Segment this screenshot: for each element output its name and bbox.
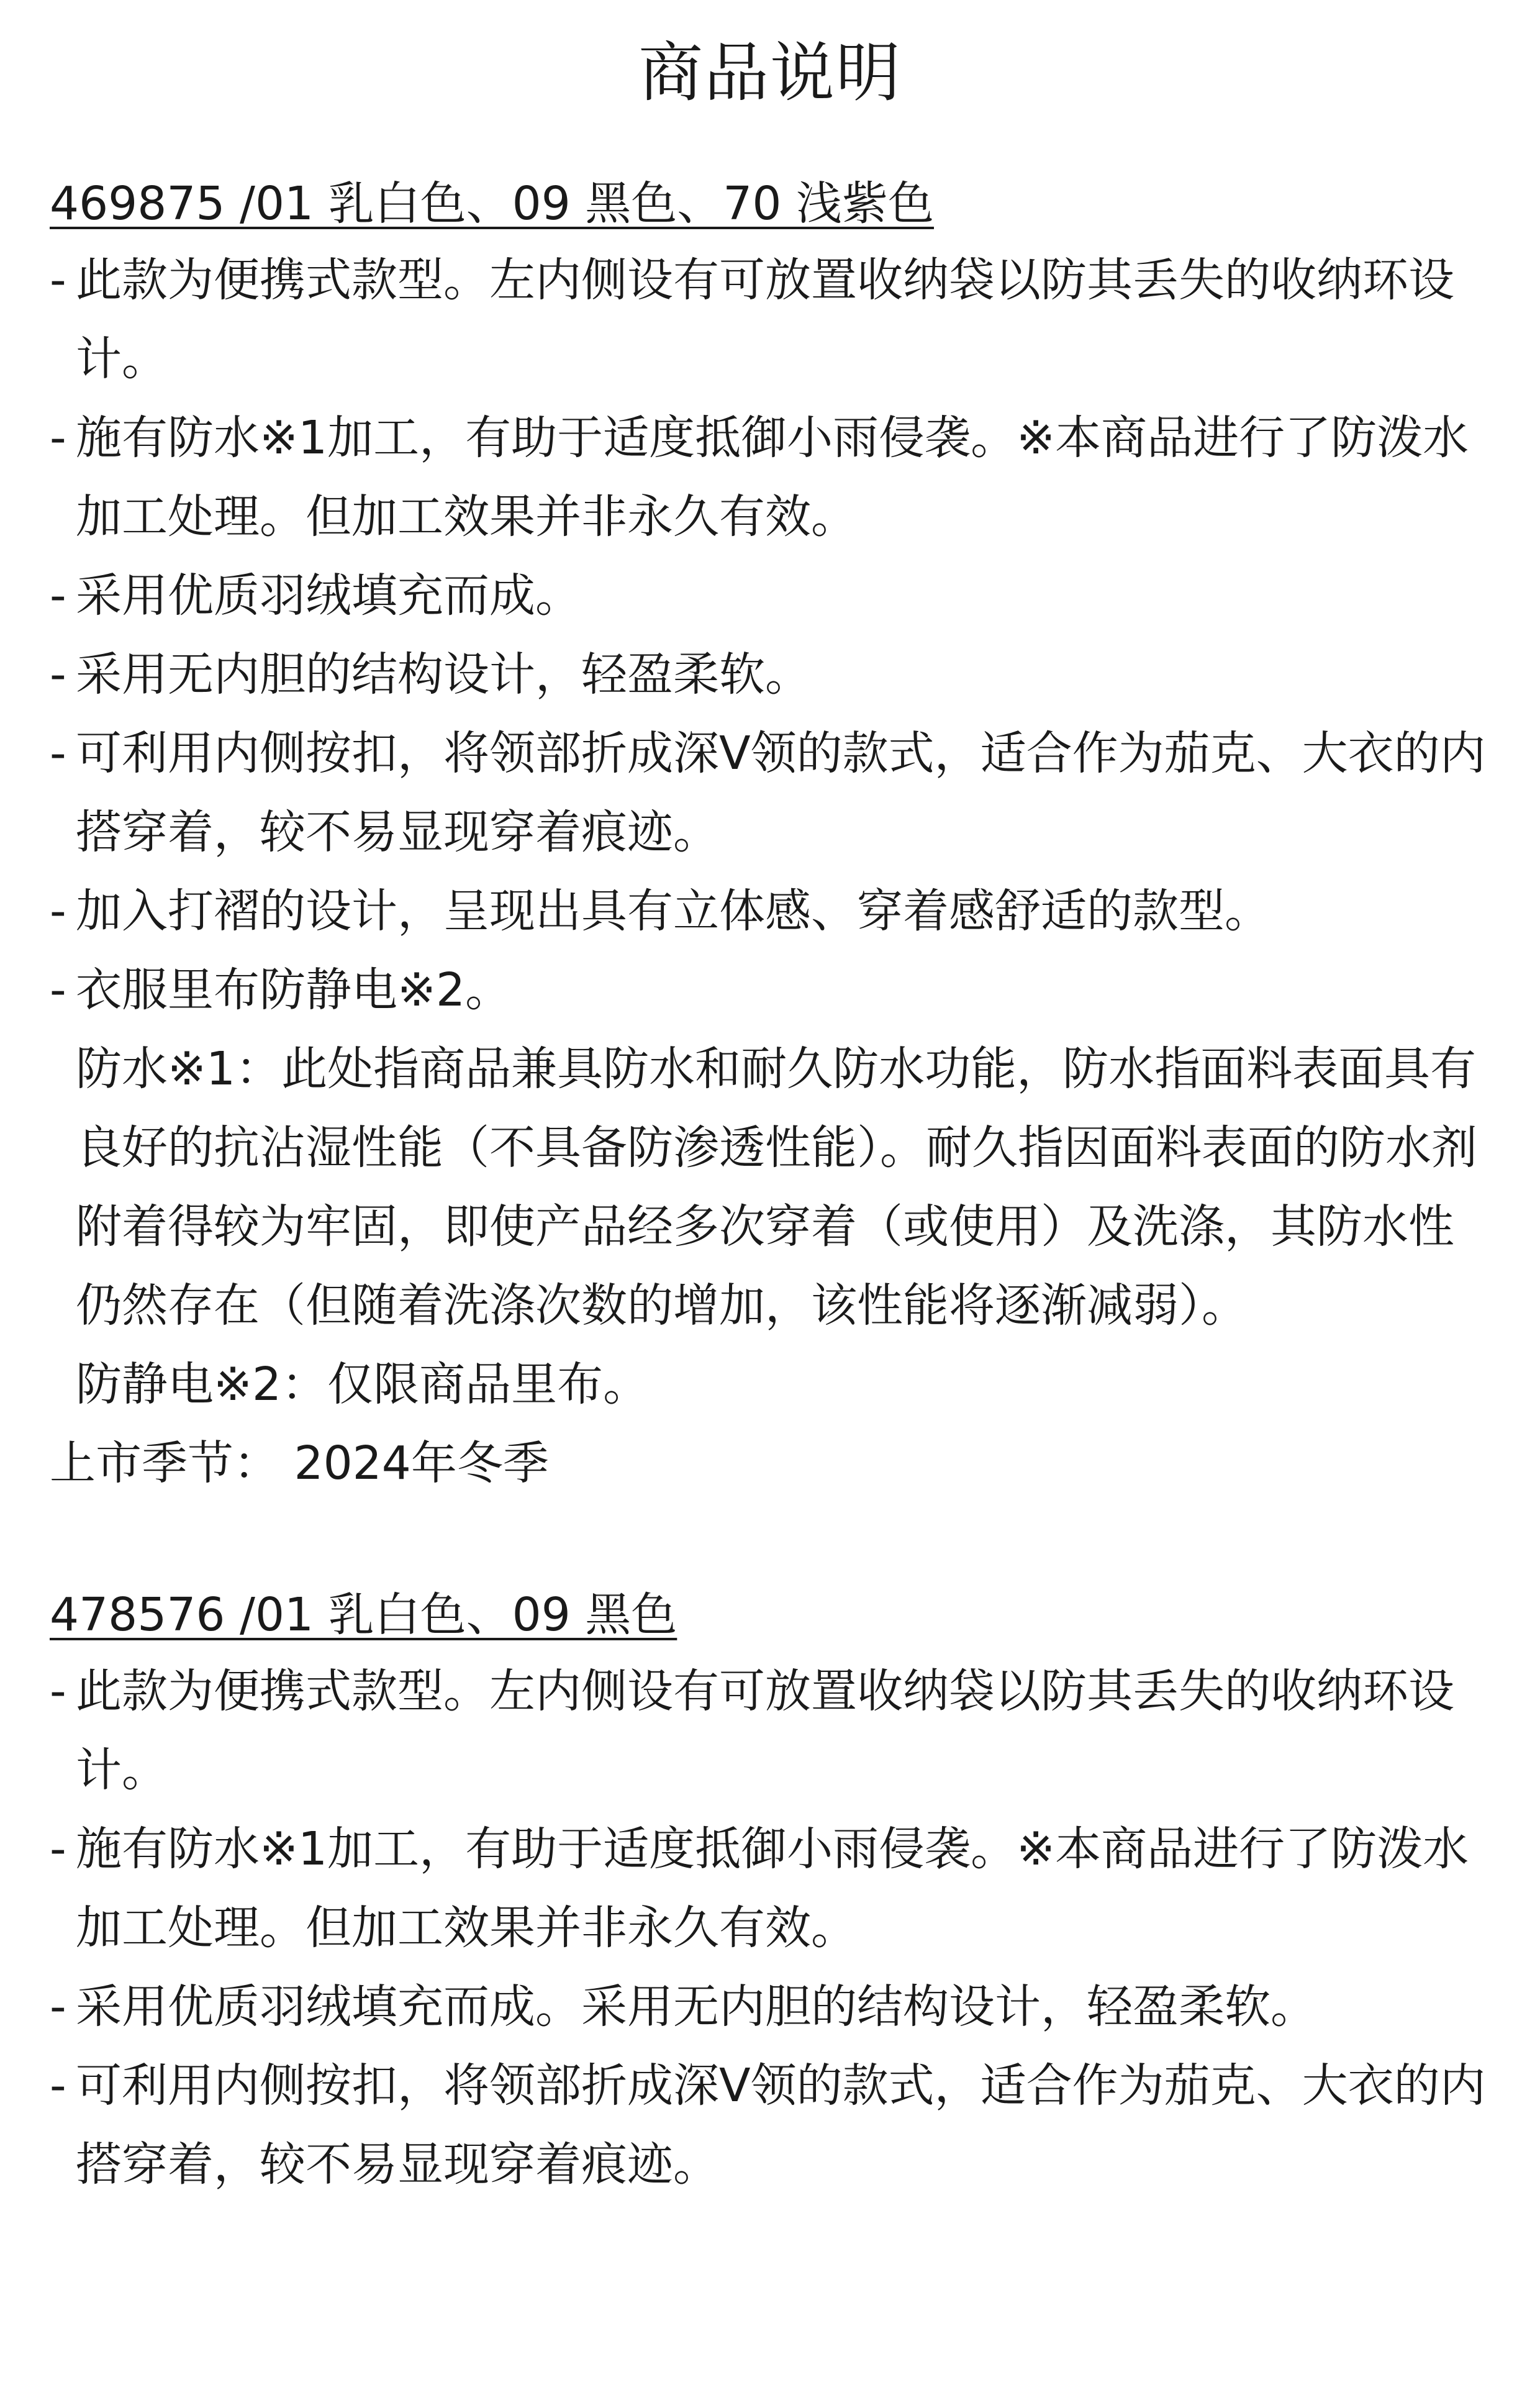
bullet-marker: - — [50, 1980, 66, 2033]
bullet-text: 加入打褶的设计，呈现出具有立体感、穿着感舒适的款型。 — [76, 884, 1270, 938]
feature-bullet — [50, 556, 1490, 635]
product-section-469875 — [50, 166, 1490, 1503]
bullet-text: 衣服里布防静电※2。 — [76, 963, 512, 1017]
bullet-text: 此款为便携式款型。左内侧设有可放置收纳袋以防其丢失的收纳环设计。 — [76, 253, 1454, 386]
bullet-marker: - — [50, 569, 66, 622]
bullet-marker: - — [50, 253, 66, 307]
bullet-marker: - — [50, 648, 66, 701]
bullet-marker: - — [50, 727, 66, 780]
waterproof-footnote: 防水※1：此处指商品兼具防水和耐久防水功能，防水指面料表面具有良好的抗沾湿性能（不具备防渗透性能）。耐久指因面料表面的防水剂附着得较为牢固，即使产品经多次穿着（或使用）及洗涤，其防水性仍然存在（但随着洗涤次数的增加，该性能将逐渐减弱）。 — [76, 1042, 1477, 1332]
product-section-478576 — [50, 1578, 1490, 2204]
page-title: 商品说明 — [638, 35, 902, 111]
feature-bullet — [50, 1810, 1490, 1968]
feature-bullet — [50, 399, 1490, 556]
bullet-marker: - — [50, 963, 66, 1017]
bullet-text: 施有防水※1加工，有助于适度抵御小雨侵袭。※本商品进行了防泼水加工处理。但加工效果并非永久有效。 — [76, 411, 1469, 543]
bullet-marker: - — [50, 1665, 66, 1718]
bullet-text: 采用优质羽绒填充而成。 — [76, 569, 581, 622]
bullet-marker: - — [50, 2059, 66, 2112]
bullet-marker: - — [50, 1822, 66, 1876]
description-content — [50, 166, 1490, 2204]
sku-heading: 478576 /01 乳白色、09 黑色 — [50, 1588, 677, 1642]
bullet-text: 施有防水※1加工，有助于适度抵御小雨侵袭。※本商品进行了防泼水加工处理。但加工效果并非永久有效。 — [76, 1822, 1469, 1955]
release-season: 上市季节： 2024年冬季 — [50, 1437, 549, 1490]
bullet-text: 此款为便携式款型。左内侧设有可放置收纳袋以防其丢失的收纳环设计。 — [76, 1665, 1454, 1797]
feature-bullet — [50, 872, 1490, 951]
antistatic-footnote: 防静电※2：仅限商品里布。 — [76, 1358, 650, 1411]
bullet-marker: - — [50, 411, 66, 465]
feature-bullet — [50, 1652, 1490, 1810]
bullet-text: 可利用内侧按扣，将领部折成深V领的款式，适合作为茄克、大衣的内搭穿着，较不易显现穿着痕迹。 — [76, 2059, 1486, 2191]
sku-heading: 469875 /01 乳白色、09 黑色、70 浅紫色 — [50, 177, 934, 230]
feature-bullet — [50, 635, 1490, 714]
feature-bullet — [50, 951, 1490, 1030]
bullet-text: 采用无内胆的结构设计，轻盈柔软。 — [76, 648, 811, 701]
feature-bullet — [50, 714, 1490, 872]
feature-bullet — [50, 1968, 1490, 2047]
feature-bullet — [50, 241, 1490, 399]
feature-bullet — [50, 2047, 1490, 2204]
bullet-text: 采用优质羽绒填充而成。采用无内胆的结构设计，轻盈柔软。 — [76, 1980, 1316, 2033]
bullet-text: 可利用内侧按扣，将领部折成深V领的款式，适合作为茄克、大衣的内搭穿着，较不易显现穿着痕迹。 — [76, 727, 1486, 859]
bullet-marker: - — [50, 884, 66, 938]
